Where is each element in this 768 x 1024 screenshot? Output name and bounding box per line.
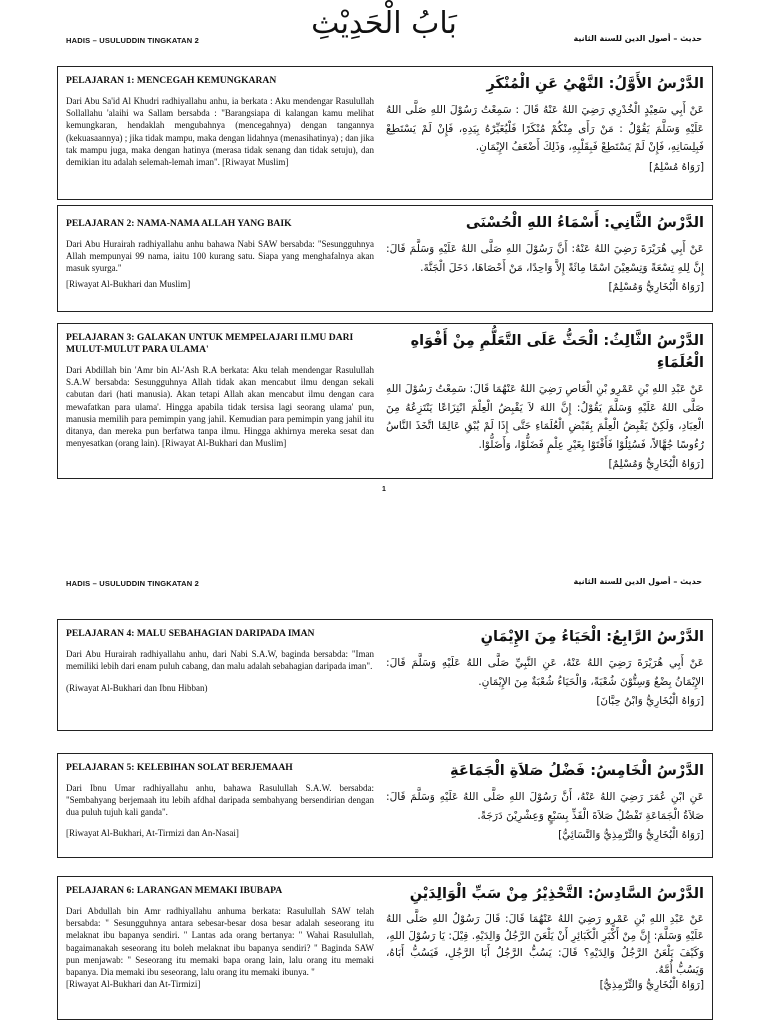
lesson-text: Dari Abu Hurairah radhiyallahu anhu, dari Nabi S.A.W, baginda bersabda: "Iman memiliki lebih dari enam puluh cabang, dan malu adalah sebahagian daripada iman".: [66, 649, 374, 672]
arabic-title: الدَّرْسُ الثَّانِي: أَسْمَاءُ اللهِ الْحُسْنَى: [465, 215, 704, 231]
lesson-arabic-4: [386, 626, 704, 707]
lesson-text: Dari Abdullah bin Amr radhiyallahu anhuma berkata: Rasulullah SAW telah bersabda: " Sesungguhnya antara sebesar-besar dosa besar adalah seseorang itu melaknat ibu bapanya sendiri. " Lantas ada orang bertanya: " Wahai Rasulullah, bagaimanakah seseorang itu boleh melaknat ibu bapanya sendiri? " Baginda SAW pun menjawab: " Seseorang itu memaki bapa orang lain, lalu orang itu memaki bapanya. Dia memaki ibu seseorang, lalu orang itu memaki ibunya. ": [66, 906, 374, 978]
arabic-text: عَنْ أَبِي سَعِيْدٍ الْخُدْرِي رَضِيَ اللهُ عَنْهُ قَالَ : سَمِعْتُ رَسُوْلَ اللهِ صَلَّى اللهُ عَلَيْهِ وَسَلَّمَ يَقُوْلُ : مَنْ رَأَى مِنْكُمْ مُنْكَرًا فَلْيُغَيِّرْهُ بِيَدِهِ، فَإِنْ لَمْ يَسْتَطِعْ فَبِلِسَانِهِ، فَإِنْ لَمْ يَسْتَطِعْ فَبِقَلْبِهِ، وَذَلِكَ أَضْعَفُ الإِيْمَانِ.: [386, 104, 704, 153]
page-2: [0, 560, 768, 1024]
lesson-malay-1: [66, 75, 374, 168]
lesson-text: Dari Ibnu Umar radhiyallahu anhu, bahawa Rasulullah S.A.W. bersabda: "Sembahyang berjemaah itu lebih afdhal daripada sembahyang bersendirian dengan dua puluh tujuh kali ganda".: [66, 783, 374, 818]
arabic-reference: [رَوَاهُ الْبُخَارِيُّ وَالتِّرْمِذِيُّ وَالنَّسَائِيُّ]: [558, 829, 704, 841]
arabic-text: عَنْ عَبْدِ اللهِ بْنِ عَمْرٍو رَضِيَ اللهُ عَنْهُمَا قَالَ: قَالَ رَسُوْلُ اللهِ صَلَّى اللهُ عَلَيْهِ وَسَلَّمَ: إِنَّ مِنْ أَكْبَرِ الْكَبَائِرِ أَنْ يَلْعَنَ الرَّجُلُ وَالِدَيْهِ. قِيْلَ: يَا رَسُوْلَ اللهِ، وَكَيْفَ يَلْعَنُ الرَّجُلُ وَالِدَيْهِ؟ قَالَ: يَسُبُّ الرَّجُلُ أَبَا الرَّجُلِ، فَيَسُبُّ أَبَاهُ، وَيَسُبُّ أُمَّهُ.: [386, 913, 704, 976]
lesson-title: PELAJARAN 1: MENCEGAH KEMUNGKARAN: [66, 75, 277, 86]
lesson-box-4: [57, 619, 713, 731]
arabic-title: الدَّرْسُ الرَّابِعُ: الْحَيَاءُ مِنَ الإِيْمَانِ: [480, 629, 704, 645]
arabic-reference: [رَوَاهُ الْبُخَارِيُّ وَمُسْلِمٌ]: [608, 458, 704, 470]
arabic-reference: [رَوَاهُ الْبُخَارِيُّ وَابْنُ حِبَّانَ]: [596, 695, 704, 707]
header-right: حديث – أصول الدين للسنة الثانية: [573, 577, 702, 586]
header-left: HADIS – USULUDDIN TINGKATAN 2: [66, 579, 200, 588]
arabic-title: الدَّرْسُ الْخَامِسُ: فَضْلُ صَلاَةِ الْجَمَاعَةِ: [450, 763, 704, 779]
lesson-title: PELAJARAN 4: MALU SEBAHAGIAN DARIPADA IMAN: [66, 628, 315, 639]
arabic-reference: [رَوَاهُ الْبُخَارِيُّ وَالتِّرْمِذِيُّ]: [599, 979, 704, 991]
lesson-text: Dari Abu Hurairah radhiyallahu anhu bahawa Nabi SAW bersabda: "Sesungguhnya Allah mempunyai 99 nama, iaitu 100 kurang satu. Siapa yang menghafalnya akan masuk syurga.": [66, 239, 374, 274]
lesson-arabic-3: [386, 330, 704, 470]
lesson-reference: (Riwayat Al-Bukhari dan Ibnu Hibban): [66, 683, 208, 694]
arabic-title: الدَّرْسُ السَّادِسُ: التَّحْذِيْرُ مِنْ سَبِّ الْوَالِدَيْنِ: [409, 886, 704, 902]
lesson-arabic-2: [386, 212, 704, 293]
page-number: 1: [382, 486, 386, 493]
lesson-title: PELAJARAN 3: GALAKAN UNTUK MEMPELAJARI ILMU DARI MULUT-MULUT PARA ULAMA': [66, 332, 354, 355]
arabic-text: عَنْ أَبِي هُرَيْرَةَ رَضِيَ اللهُ عَنْهُ: أَنَّ رَسُوْلَ اللهِ صَلَّى اللهُ عَلَيْهِ وَسَلَّمَ قَالَ: إِنَّ لِلهِ تِسْعَةً وَتِسْعِيْنَ اسْمًا مِائَةً إِلاَّ وَاحِدًا، مَنْ أَحْصَاهَا، دَخَلَ الْجَنَّةَ.: [386, 243, 704, 274]
lesson-box-3: [57, 323, 713, 479]
lesson-arabic-5: [386, 760, 704, 841]
arabic-text: عَنِ ابْنِ عُمَرَ رَضِيَ اللهُ عَنْهُ، أَنَّ رَسُوْلَ اللهِ صَلَّى اللهُ عَلَيْهِ وَسَلَّمَ قَالَ: صَلاَةُ الْجَمَاعَةِ تَفْضُلُ صَلاَةَ الْفَذِّ بِسَبْعٍ وَعِشْرِيْنَ دَرَجَةً.: [386, 791, 704, 822]
lesson-box-1: [57, 66, 713, 200]
page-1: [0, 0, 768, 505]
lesson-malay-5: [66, 762, 374, 839]
lesson-title: PELAJARAN 6: LARANGAN MEMAKI IBUBAPA: [66, 885, 283, 896]
lesson-title: PELAJARAN 2: NAMA-NAMA ALLAH YANG BAIK: [66, 218, 292, 229]
lesson-malay-4: [66, 628, 374, 694]
lesson-malay-2: [66, 218, 374, 290]
header-right: حديث – أصول الدين للسنة الثانية: [573, 34, 702, 43]
lesson-arabic-1: [386, 73, 704, 173]
arabic-reference: [رَوَاهُ الْبُخَارِيُّ وَمُسْلِمٌ]: [608, 281, 704, 293]
lesson-malay-6: [66, 885, 374, 990]
arabic-text: عَنْ عَبْدِ اللهِ بْنِ عَمْرِو بْنِ الْعَاصِ رَضِيَ اللهُ عَنْهُمَا قَالَ: سَمِعْتُ رَسُوْلَ اللهِ صَلَّى اللهُ عَلَيْهِ وَسَلَّمَ يَقُوْلُ: إِنَّ اللهَ لاَ يَقْبِضُ الْعِلْمَ انْتِزَاعًا يَنْتَزِعُهُ مِنَ الْعِبَادِ، وَلَكِنْ يَقْبِضُ الْعِلْمَ بِقَبْضِ الْعُلَمَاءِ حَتَّى إِذَا لَمْ يُبْقِ عَالِمًا اتَّخَذَ النَّاسُ رُءُوسًا جُهَّالاً، فَسُئِلُوْا فَأَفْتَوْا بِغَيْرِ عِلْمٍ فَضَلُّوْا، وَأَضَلُّوْا.: [386, 383, 704, 451]
arabic-title: الدَّرْسُ الأَوَّلُ: النَّهْيُ عَنِ الْمُنْكَرِ: [486, 76, 704, 92]
lesson-box-5: [57, 753, 713, 858]
lesson-reference: [Riwayat Al-Bukhari dan At-Tirmizi]: [66, 979, 201, 990]
lesson-title: PELAJARAN 5: KELEBIHAN SOLAT BERJEMAAH: [66, 762, 293, 773]
lesson-box-2: [57, 205, 713, 312]
lesson-text: Dari Abdillah bin 'Amr bin Al-'Ash R.A berkata: Aku telah mendengar Rasulullah S.A.W bersabda: Sesungguhnya Allah tidak akan mencabut ilmu dengan sekali cabutan dari (hati manusia). Akan tetapi Allah akan mencabut ilmu dengan cara mewafatkan para ulama'. Hingga apabila tidak tersisa lagi seorang ulama' pun, manusia memilih para pemimpin yang jahil. Kemudian para pemimpin yang jahil itu ditanya, dan mereka pun berfatwa tanpa ilmu. Hingga akhirnya mereka sesat dan menyesatkan (orang lain). [Riwayat Al-Bukhari dan Muslim]: [66, 365, 374, 449]
lesson-reference: [Riwayat Al-Bukhari, At-Tirmizi dan An-Nasai]: [66, 827, 239, 838]
lesson-text: Dari Abu Sa'id Al Khudri radhiyallahu anhu, ia berkata : Aku mendengar Rasulullah Sollallahu 'alaihi wa Sallam bersabda : "Barangsiapa di kalangan kamu melihat kemungkaran, hendaklah mengubahnya (mencegahnya) dengan tangannya (kekuasaannya) ; jika tidak mampu, maka dengan lidahnya (menasihatinya) ; dan jika tak mampu juga, maka dengan hatinya (merasa tidak senang dan tidak setuju), dan demikian itu adalah selemah-lemah iman". [Riwayat Muslim]: [66, 96, 374, 168]
lesson-arabic-6: [386, 883, 704, 991]
page-title: بَابُ الْحَدِيْثِ: [311, 6, 457, 41]
header-left: HADIS – USULUDDIN TINGKATAN 2: [66, 36, 200, 45]
arabic-reference: [رَوَاهُ مُسْلِمٌ]: [649, 160, 704, 173]
lesson-malay-3: [66, 332, 374, 449]
lesson-box-6: [57, 876, 713, 1020]
arabic-title: الدَّرْسُ الثَّالِثُ: الْحَثُّ عَلَى التَّعَلُّمِ مِنْ أَفْوَاهِ الْعُلَمَاءِ: [410, 333, 704, 371]
lesson-reference: [Riwayat Al-Bukhari dan Muslim]: [66, 278, 191, 289]
arabic-text: عَنْ أَبِي هُرَيْرَةَ رَضِيَ اللهُ عَنْهُ، عَنِ النَّبِيِّ صَلَّى اللهُ عَلَيْهِ وَسَلَّمَ قَالَ: الإِيْمَانُ بِضْعٌ وَسِتُّوْنَ شُعْبَةً، وَالْحَيَاءُ شُعْبَةٌ مِنَ الإِيْمَانِ.: [386, 657, 704, 688]
